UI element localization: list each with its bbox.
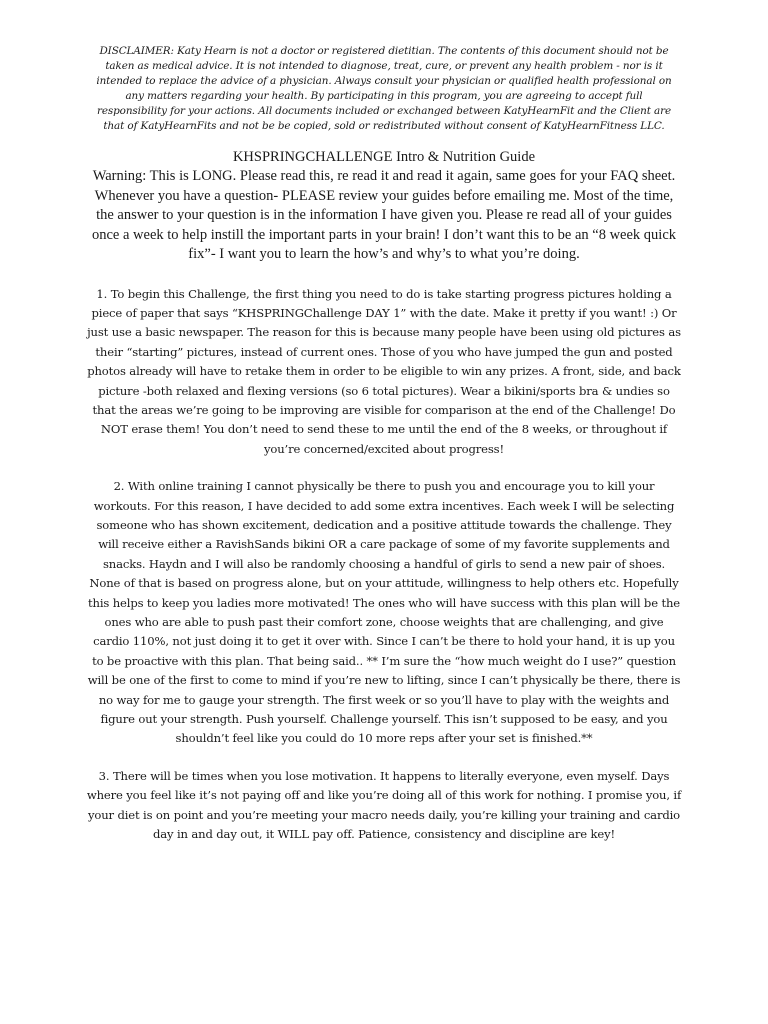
section-3-paragraph: 3. There will be times when you lose motivation. It happens to literally everyone, even myself. Days where you feel like it’s not paying off and like you’re doing all of this work for nothing. I promise you, if your diet is on point and you’re meeting your macro needs daily, you’re killing your training and cardio day in and day out, it WILL pay off. Patience, consistency and discipline are key!: [86, 768, 682, 842]
disclaimer-text: DISCLAIMER: Katy Hearn is not a doctor or registered dietitian. The contents of this document should not be taken as medical advice. It is not intended to diagnose, treat, cure, or prevent any health problem - nor is it intended to replace the advice of a physician. Always consult your physician or qualified health professional on any matters regarding your health. By participating in this program, you are agreeing to accept full responsibility for your actions. All documents included or exchanged between KatyHearnFit and the Client are that of KatyHearnFits and not be be copied, sold or redistributed without consent of KatyHearnFitness LLC.: [96, 45, 672, 132]
section-1-paragraph: 1. To begin this Challenge, the first thing you need to do is take starting progress pictures holding a piece of paper that says “KHSPRINGChallenge DAY 1” with the date. Make it pretty if you want! :) Or just use a basic newspaper. The reason for this is because many people have been using old pictures as their “starting” pictures, instead of current ones. Those of you who have jumped the gun and posted photos already will have to retake them in order to be eligible to win any prizes. A front, side, and back picture -both relaxed and flexing versions (so 6 total pictures). Wear a bikini/sports bra & undies so that the areas we’re going to be improving are visible for comparison at the end of the Challenge! Do NOT erase them! You don’t need to send these to me until the end of the 8 weeks, or throughout if you’re concerned/excited about progress!: [87, 286, 681, 456]
warning-paragraph: Warning: This is LONG. Please read this, re read it and read it again, same goes for your FAQ sheet. Whenever you have a question- PLEASE review your guides before emailing me. Most of the time, the answer to your question is in the information I have given you. Please re read all of your guides once a week to help instill the important parts in your brain! I don’t want this to be an “8 week quick fix”- I want you to learn the how’s and why’s to what you’re doing.: [91, 168, 676, 262]
guide-title: KHSPRINGCHALLENGE Intro & Nutrition Guide: [232, 149, 536, 165]
section-2-paragraph: 2. With online training I cannot physically be there to push you and encourage you to kill your workouts. For this reason, I have decided to add some extra incentives. Each week I will be selecting someone who has shown excitement, dedication and a positive attitude towards the challenge. They will receive either a RavishSands bikini OR a care package of some of my favorite supplements and snacks. Haydn and I will also be randomly choosing a handful of girls to send a new pair of shoes. None of that is based on progress alone, but on your attitude, willingness to help others etc. Hopefully this helps to keep you ladies more motivated! The ones who will have success with this plan will be the ones who are able to push past their comfort zone, choose weights that are challenging, and give cardio 110%, not just doing it to get it over with. Since I can’t be there to hold your hand, it is up you to be proactive with this plan. That being said.. ** I’m sure the “how much weight do I use?” question will be one of the first to come to mind if you’re new to lifting, since I can’t physically be there, there is no way for me to gauge your strength. The first week or so you’ll have to play with the weights and figure out your strength. Push yourself. Challenge yourself. This isn’t supposed to be easy, and you shouldn’t feel like you could do 10 more reps after your set is finished.**: [87, 479, 681, 746]
